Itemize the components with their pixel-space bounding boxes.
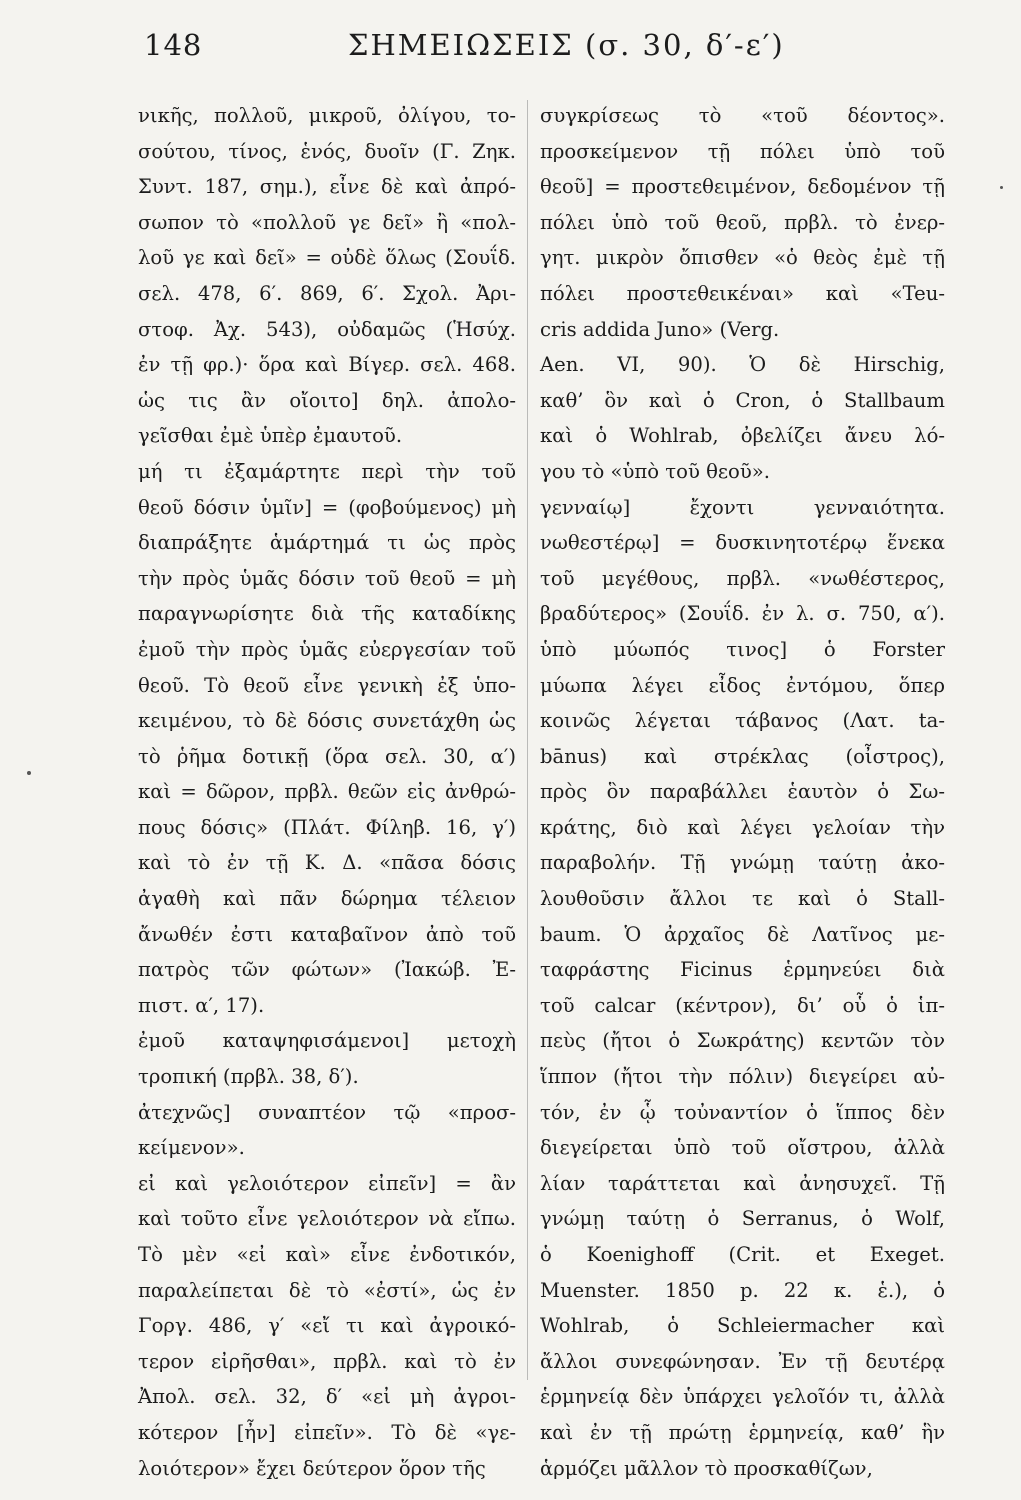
text-line: νωθεστέρῳ] = δυσκινητοτέρῳ ἕνεκα	[540, 531, 945, 555]
text-line: τροπική (πρβλ. 38, δ′).	[138, 1065, 359, 1089]
right-column	[540, 98, 945, 1486]
text-line: Τὸ μὲν «εἰ καὶ» εἶνε ἐνδοτικόν,	[138, 1243, 516, 1266]
text-line: ταφράστης Ficinus ἑρμηνεύει διὰ	[540, 958, 945, 982]
text-line: Συντ. 187, σημ.), εἶνε δὲ καὶ ἀπρό-	[138, 175, 516, 199]
text-line: παραγνωρίσητε διὰ τῆς καταδίκης	[138, 602, 516, 626]
text-line: γεῖσθαι ἐμὲ ὑπὲρ ἐμαυτοῦ.	[138, 424, 403, 448]
text-line: ἐν τῇ φρ.)· ὅρα καὶ Βίγερ. σελ. 468.	[138, 353, 516, 377]
text-line: ὡς τις ἂν οἴοιτο] δηλ. ἀπολο-	[138, 388, 516, 412]
left-column	[138, 98, 516, 1486]
text-line: θεοῦ] = προστεθειμένον, δεδομένον τῇ	[540, 175, 945, 199]
text-line: λοιότερον» ἔχει δεύτερον ὅρον τῆς	[138, 1456, 486, 1480]
text-line: κράτης, διὸ καὶ λέγει γελοίαν τὴν	[540, 815, 945, 839]
text-line: ἐμοῦ τὴν πρὸς ὑμᾶς εὐεργεσίαν τοῦ	[138, 637, 516, 661]
text-line: κότερον [ἦν] εἰπεῖν». Τὸ δὲ «γε-	[138, 1420, 516, 1444]
text-line: Muenster. 1850 p. 22 κ. ἑ.), ὁ	[540, 1278, 945, 1302]
text-line: ἵππον (ἤτοι τὴν πόλιν) διεγείρει αὐ-	[540, 1065, 945, 1089]
text-line: στοφ. Ἀχ. 543), οὐδαμῶς (Ἡσύχ.	[138, 317, 516, 341]
text-line: λουθοῦσιν ἄλλοι τε καὶ ὁ Stall-	[540, 887, 945, 911]
text-line: εἰ καὶ γελοιότερον εἰπεῖν] = ἂν	[138, 1171, 516, 1195]
text-line: παραλείπεται δὲ τὸ «ἐστί», ὡς ἐν	[138, 1278, 516, 1302]
text-line: διαπράξητε ἁμάρτημά τι ὡς πρὸς	[138, 531, 516, 555]
text-line: θεοῦ δόσιν ὑμῖν] = (φοβούμενος) μὴ	[138, 495, 516, 519]
text-line: προσκείμενον τῇ πόλει ὑπὸ τοῦ	[540, 139, 945, 163]
text-line: bānus) καὶ στρέκλας (οἶστρος),	[540, 744, 945, 768]
text-line: γενναίῳ] ἔχοντι γενναιότητα.	[540, 495, 945, 519]
text-line: ἄνωθέν ἐστι καταβαῖνον ἀπὸ τοῦ	[138, 922, 516, 946]
text-line: ὑπὸ μύωπός τινος] ὁ Forster	[540, 637, 945, 661]
text-line: κοινῶς λέγεται τάβανος (Λατ. ta-	[540, 709, 945, 733]
text-line: ἁρμόζει μᾶλλον τὸ προσκαθίζων,	[540, 1456, 873, 1480]
text-line: τὸ ῥῆμα δοτικῇ (ὅρα σελ. 30, α′)	[138, 744, 516, 768]
text-line: ἑρμηνείᾳ δὲν ὑπάρχει γελοῖόν τι, ἀλλὰ	[540, 1385, 945, 1409]
text-line: παραβολήν. Τῇ γνώμῃ ταύτῃ ἀκο-	[540, 851, 945, 875]
text-line: μή τι ἐξαμάρτητε περὶ τὴν τοῦ	[138, 459, 516, 483]
text-line: κείμενον».	[138, 1136, 245, 1160]
text-line: κειμένου, τὸ δὲ δόσις συνετάχθη ὡς	[138, 709, 516, 733]
text-line: λοῦ γε καὶ δεῖ» = οὐδὲ ὅλως (Σουΐδ.	[138, 246, 516, 270]
running-head: ΣΗΜΕΙΩΣΕΙΣ (σ. 30, δ′-ε′)	[348, 28, 785, 62]
text-line: λίαν ταράττεται καὶ ἀνησυχεῖ. Τῇ	[540, 1171, 945, 1195]
text-line: πους δόσις» (Πλάτ. Φίληβ. 16, γ′)	[138, 815, 516, 839]
text-line: ἐμοῦ καταψηφισάμενοι] μετοχὴ	[138, 1029, 516, 1053]
text-line: ἀγαθὴ καὶ πᾶν δώρημα τέλειον	[138, 887, 516, 911]
text-line: ὁ Koenighoff (Crit. et Exeget.	[540, 1243, 945, 1266]
text-line: πατρὸς τῶν φώτων» (Ἰακώβ. Ἐ-	[138, 958, 516, 982]
text-line: πιστ. α′, 17).	[138, 993, 265, 1017]
text-line: καὶ ὁ Wohlrab, ὀβελίζει ἄνευ λό-	[540, 424, 945, 448]
text-line: Γοργ. 486, γ′ «εἴ τι καὶ ἀγροικό-	[138, 1314, 516, 1338]
text-line: πόλει ὑπὸ τοῦ θεοῦ, πρβλ. τὸ ἐνερ-	[540, 210, 945, 234]
text-line: baum. Ὁ ἀρχαῖος δὲ Λατῖνος με-	[540, 922, 945, 946]
text-line: καὶ τὸ ἐν τῇ Κ. Δ. «πᾶσα δόσις	[138, 851, 516, 875]
text-line: θεοῦ. Τὸ θεοῦ εἶνε γενικὴ ἐξ ὑπο-	[138, 673, 516, 697]
text-line: σούτου, τίνος, ἑνός, δυοῖν (Γ. Ζηκ.	[138, 139, 516, 163]
text-line: γητ. μικρὸν ὄπισθεν «ὁ θεὸς ἐμὲ τῇ	[540, 246, 945, 270]
text-line: τοῦ calcar (κέντρον), δι’ οὗ ὁ ἱπ-	[540, 993, 945, 1017]
text-line: γνώμῃ ταύτῃ ὁ Serranus, ὁ Wolf,	[540, 1207, 945, 1231]
text-line: σελ. 478, 6′. 869, 6′. Σχολ. Ἀρι-	[138, 281, 516, 305]
paper-speck	[27, 771, 31, 775]
text-line: τόν, ἐν ᾧ τοὐναντίον ὁ ἵππος δὲν	[540, 1100, 945, 1124]
text-line: καὶ = δῶρον, πρβλ. θεῶν εἰς ἀνθρώ-	[138, 780, 516, 804]
paper-speck	[1000, 186, 1003, 189]
page-number: 148	[144, 28, 203, 62]
text-line: βραδύτερος» (Σουΐδ. ἐν λ. σ. 750, α′).	[540, 602, 945, 626]
text-line: πεὺς (ἤτοι ὁ Σωκράτης) κεντῶν τὸν	[540, 1029, 945, 1053]
text-line: cris addida Juno» (Verg.	[540, 317, 780, 341]
text-line: ἄλλοι συνεφώνησαν. Ἐν τῇ δευτέρᾳ	[540, 1349, 945, 1373]
text-line: μύωπα λέγει εἶδος ἐντόμου, ὅπερ	[540, 673, 945, 697]
text-line: ἀτεχνῶς] συναπτέον τῷ «προσ-	[138, 1100, 516, 1124]
text-line: πρὸς ὃν παραβάλλει ἑαυτὸν ὁ Σω-	[540, 780, 945, 804]
text-line: σωπον τὸ «πολλοῦ γε δεῖ» ἢ «πολ-	[138, 210, 516, 234]
text-line: διεγείρεται ὑπὸ τοῦ οἴστρου, ἀλλὰ	[540, 1136, 945, 1160]
text-line: Aen. VI, 90). Ὁ δὲ Hirschig,	[540, 353, 945, 377]
text-line: καὶ τοῦτο εἶνε γελοιότερον νὰ εἴπω.	[138, 1207, 516, 1231]
text-line: τοῦ μεγέθους, πρβλ. «νωθέστερος,	[540, 566, 945, 590]
text-line: νικῆς, πολλοῦ, μικροῦ, ὀλίγου, το-	[138, 104, 516, 127]
text-line: καθ’ ὃν καὶ ὁ Cron, ὁ Stallbaum	[540, 388, 945, 412]
text-line: πόλει προστεθεικέναι» καὶ «Teu-	[540, 281, 945, 305]
text-line: γου τὸ «ὑπὸ τοῦ θεοῦ».	[540, 459, 770, 483]
text-line: τὴν πρὸς ὑμᾶς δόσιν τοῦ θεοῦ = μὴ	[138, 566, 516, 590]
text-line: καὶ ἐν τῇ πρώτῃ ἑρμηνείᾳ, καθ’ ἣν	[540, 1420, 945, 1444]
text-line: συγκρίσεως τὸ «τοῦ δέοντος».	[540, 104, 945, 127]
column-divider	[527, 100, 528, 1380]
page-header	[138, 22, 938, 82]
text-line: Wohlrab, ὁ Schleiermacher καὶ	[540, 1314, 945, 1338]
text-line: Ἀπολ. σελ. 32, δ′ «εἰ μὴ ἀγροι-	[138, 1385, 516, 1409]
text-line: τερον εἰρῆσθαι», πρβλ. καὶ τὸ ἐν	[138, 1349, 516, 1373]
